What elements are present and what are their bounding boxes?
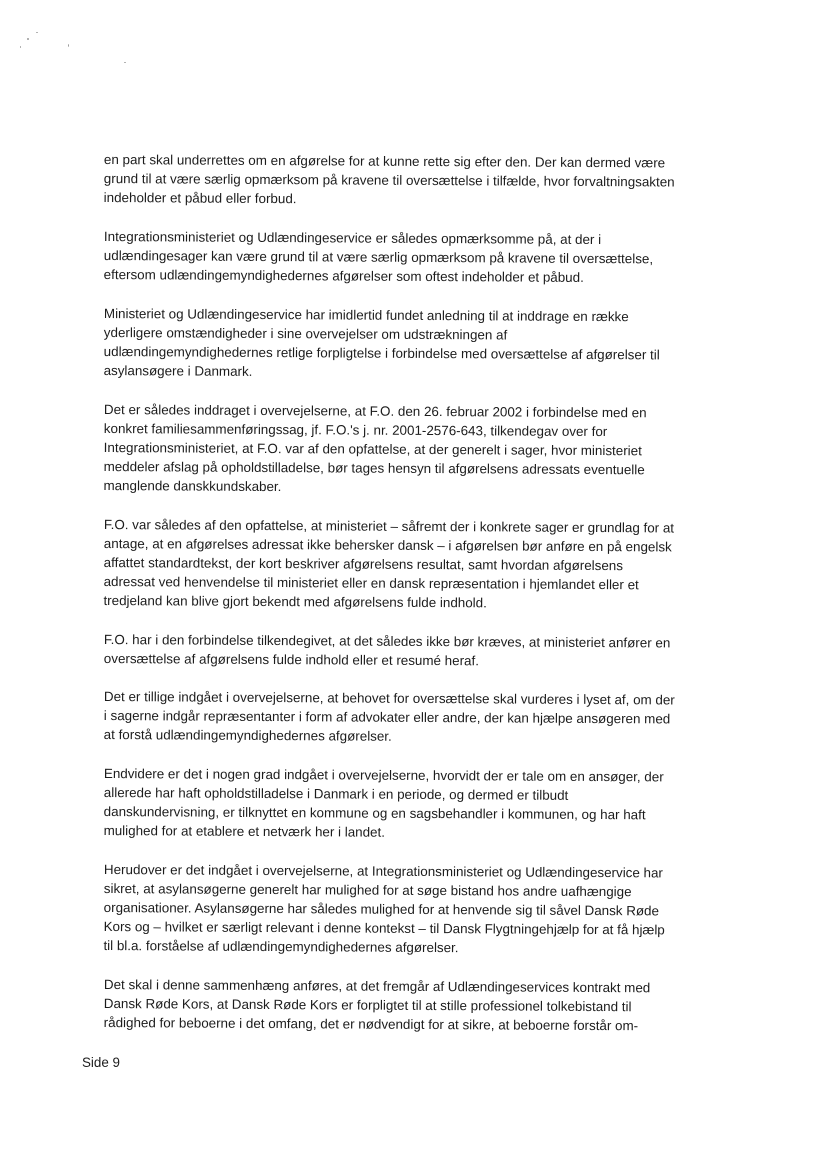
paragraph-6: F.O. har i den forbindelse tilkendegivet, at det således ikke bør kræves, at ministeriet anfører en oversættelse af afgørelsens fulde indhold eller et resumé heraf. [103, 631, 671, 669]
paragraph-4: Det er således inddraget i overvejelserne, at F.O. den 26. februar 2002 i forbindelse med en konkret familiesammenføringssag, jf. F.O.'s j. nr. 2001-2576-643, tilkendegav over for Integrationsministeriet, at F.O. var af den opfattelse, at der generelt i sager, hvor ministeriet meddeler afslag på opholdstilladelse, bør tages hensyn til afgørelsens adressats eventuelle manglende danskkundskaber. [103, 401, 647, 495]
paragraph-5: F.O. var således af den opfattelse, at ministeriet – såfremt der i konkrete sager er grundlag for at antage, at en afgørelses adressat ikke behersker dansk – i afgørelsen bør anføre en på engelsk affattet standardtekst, der kort beskriver afgørelsens resultat, samt hvordan afgørelsens adressat ved henvendelse til ministeriet eller en dansk repræsentation i hjemlandet eller et tredjeland kan blive gjort bekendt med afgørelsens fulde indhold. [103, 516, 675, 611]
page-number: Side 9 [82, 1055, 120, 1070]
scan-speck [124, 62, 126, 63]
paragraph-8: Endvidere er det i nogen grad indgået i overvejelserne, hvorvidt der er tale om en ansøger, der allerede har haft opholdstilladelse i Danmark i en periode, og dermed er tilbudt danskundervisning, er tilknyttet en kommune og en sagsbehandler i kommunen, og har haft mulighed for at etablere et netværk her i landet. [103, 765, 664, 840]
paragraph-7: Det er tillige indgået i overvejelserne, at behovet for oversættelse skal vurderes i lyset af, om der i sagerne indgår repræsentanter i form af advokater eller andre, der kan hjælpe ansøgeren med at forstå udlændingemyndighedernes afgørelser. [103, 688, 675, 744]
paragraph-9: Herudover er det indgået i overvejelserne, at Integrationsministeriet og Udlændingeservice har sikret, at asylansøgerne generelt har mulighed for at søge bistand hos andre uafhængige organisationer. Asylansøgerne har således mulighed for at henvende sig til såvel Dansk Røde Kors og – hvilket er særligt relevant i denne kontekst – til Dansk Flygtningehjælp for at få hjælp til bl.a. forståelse af udlændingemyndighedernes afgørelser. [103, 861, 665, 956]
scan-speck [27, 38, 29, 40]
scan-speck [20, 46, 21, 48]
paragraph-2: Integrationsministeriet og Udlændingeservice er således opmærksomme på, at der i udlændingesager kan være grund til at være særlig opmærksom på kravene til oversættelse, eftersom udlændingemyndighedernes afgørelser som oftest indeholder et påbud. [103, 228, 654, 285]
paragraph-10: Det skal i denne sammenhæng anføres, at det fremgår af Udlændingeservices kontrakt med Dansk Røde Kors, at Dansk Røde Kors er forpligtet til at stille professionel tolkebistand til rådighed for beboerne i det omfang, det er nødvendigt for at sikre, at beboerne forstår om- [103, 976, 651, 1034]
scan-speck [36, 32, 38, 33]
paragraph-3: Ministeriet og Udlændingeservice har imidlertid fundet anledning til at inddrage en række yderligere omstændigheder i sine overvejelser om udstrækningen af udlændingemyndighedernes retlige forpligtelse i forbindelse med oversættelse af afgørelser til asylansøgere i Danmark. [103, 305, 660, 379]
paragraph-1: en part skal underrettes om en afgørelse for at kunne rette sig efter den. Der kan dermed være grund til at være særlig opmærksom på kravene til oversættelse i tilfælde, hvor forvaltningsakten indeholder et påbud eller forbud. [103, 151, 675, 207]
scan-speck [68, 44, 69, 47]
